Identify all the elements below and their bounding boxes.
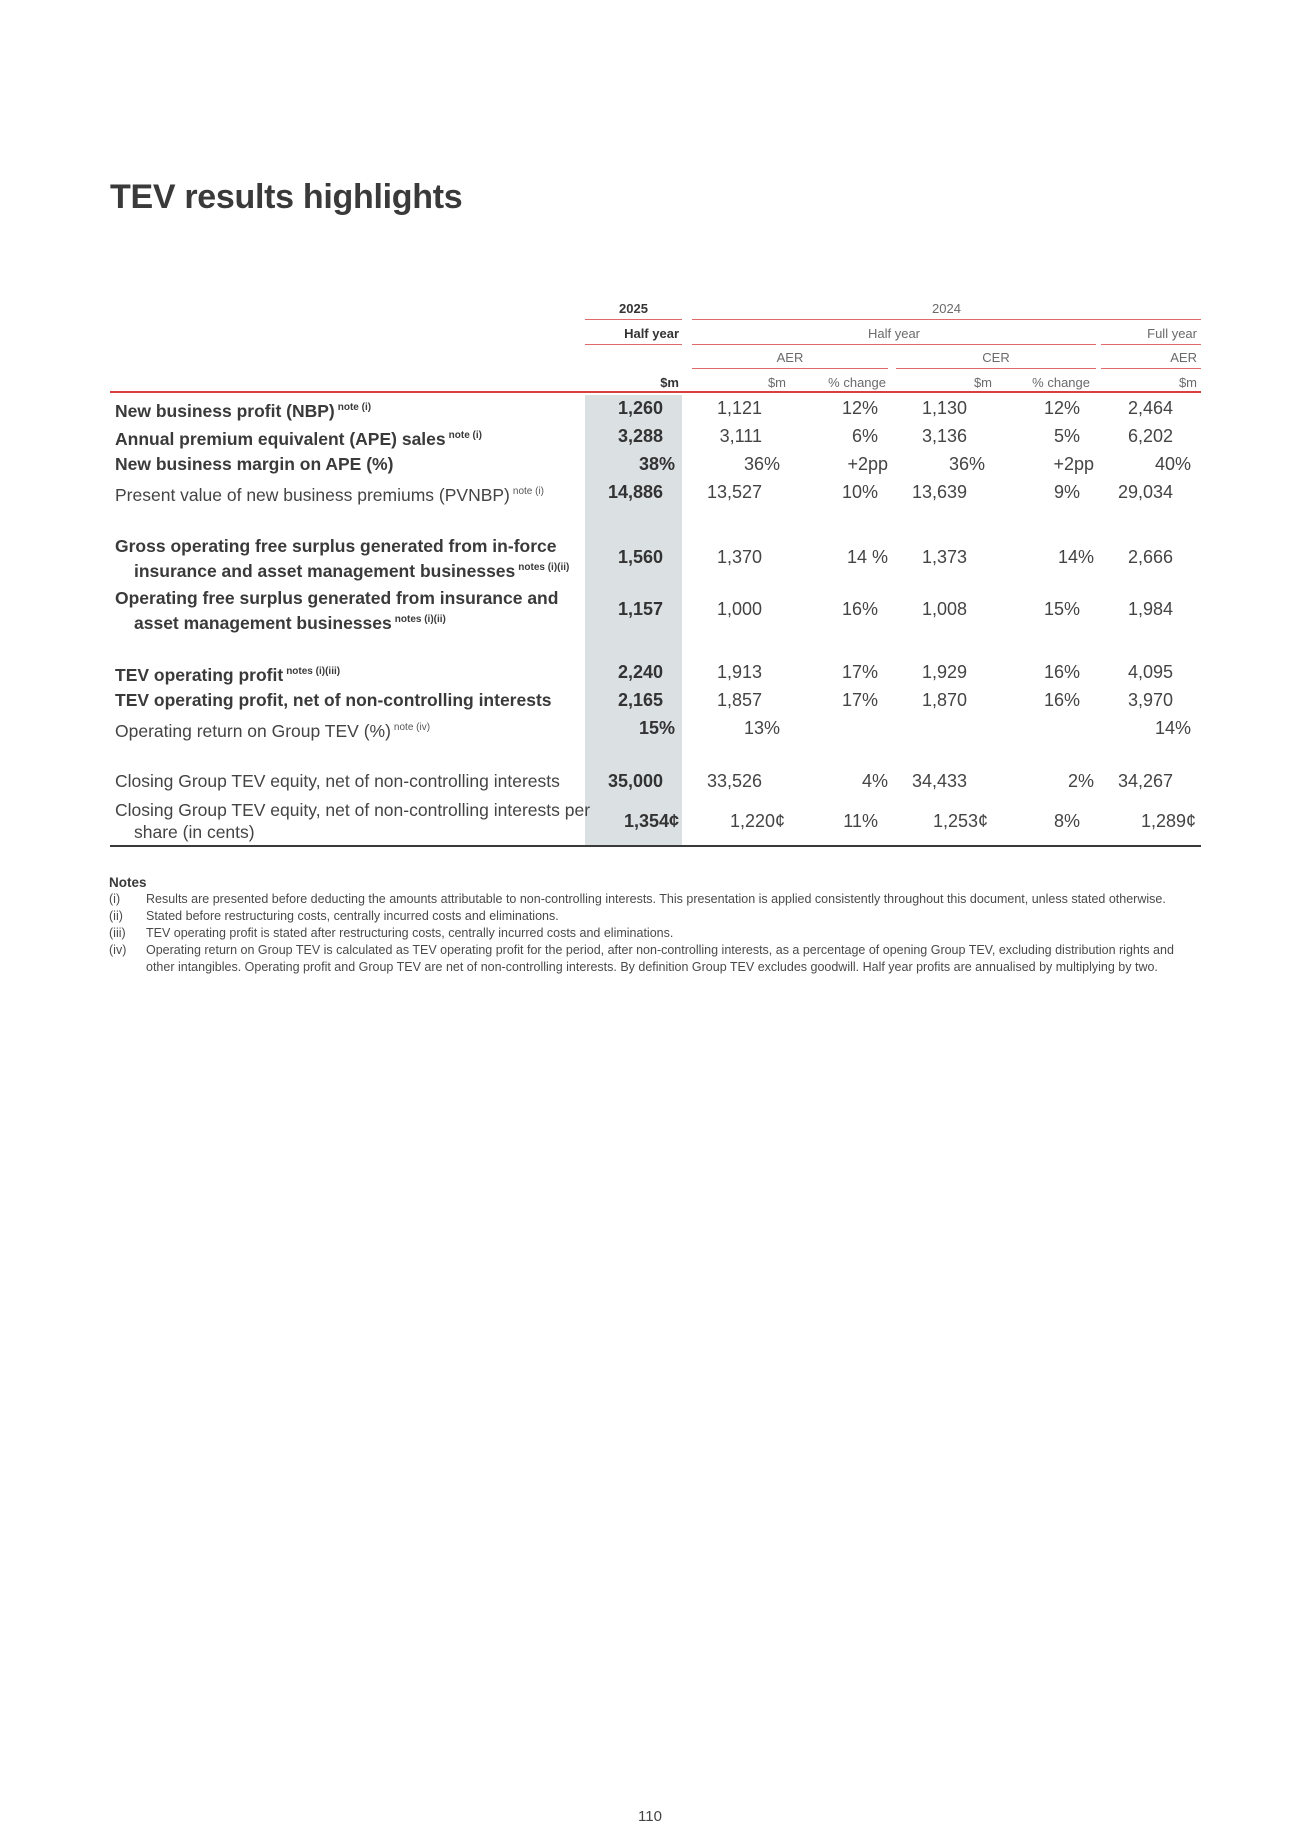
value-cer-change: 16% — [1043, 690, 1080, 710]
note-text: Results are presented before deducting the amounts attributable to non-controlling interests. This presentation is applied consistently throughout this document, unless stated otherwise. — [146, 892, 1166, 906]
footnote-ref: notes (i)(iii) — [286, 666, 341, 677]
value-cer: 1,008 — [921, 599, 967, 619]
footnote-ref: note (i) — [448, 430, 482, 441]
note-item — [109, 925, 1199, 942]
value-aer-change: +2pp — [847, 454, 888, 474]
value-aer-change: 17% — [841, 662, 878, 682]
value-aer: 1,121 — [716, 398, 762, 418]
value-full-year: 4,095 — [1127, 662, 1173, 682]
value-cer-change: 15% — [1043, 599, 1080, 619]
notes-title: Notes — [109, 875, 147, 890]
header-rule — [896, 368, 1096, 369]
value-cer-change: +2pp — [1053, 454, 1094, 474]
value-cer: 1,253¢ — [932, 811, 988, 831]
value-aer-change: 14 % — [846, 547, 888, 567]
row-label: New business profit (NBP) $^{note (i)}$ — [115, 401, 372, 421]
row-label: Closing Group TEV equity, net of non-controlling interests per share (in cents) — [115, 800, 591, 842]
notes-section — [109, 874, 1199, 976]
table-bottom-rule — [110, 845, 1201, 847]
value-full-year: 1,984 — [1127, 599, 1173, 619]
page-number: 110 — [638, 1808, 662, 1825]
value-cer-change: 9% — [1053, 482, 1080, 502]
value-cer: 1,929 — [921, 662, 967, 682]
value-full-year: 29,034 — [1117, 482, 1173, 502]
value-full-year: 14% — [1154, 718, 1191, 738]
value-cer-change: 2% — [1067, 771, 1094, 791]
row-label: Operating return on Group TEV (%) $^{note (iv)}$ — [115, 721, 431, 741]
value-cer: 13,639 — [911, 482, 967, 502]
value-aer: 13,527 — [706, 482, 762, 502]
row-label: Annual premium equivalent (APE) sales $^{note (i)}$ — [115, 429, 482, 449]
row-label: TEV operating profit, net of non-controlling interests — [115, 690, 552, 710]
note-number: (ii) — [109, 909, 123, 923]
value-aer: 3,111 — [719, 426, 762, 446]
note-text: Stated before restructuring costs, centrally incurred costs and eliminations. — [146, 909, 559, 923]
header-year-2024: 2024 — [932, 301, 961, 316]
column-header: $m — [973, 375, 992, 390]
value-aer-change: 6% — [851, 426, 878, 446]
value-aer: 1,857 — [716, 690, 762, 710]
value-2025-half-year: 15% — [638, 718, 675, 738]
value-aer-change: 17% — [841, 690, 878, 710]
note-item — [109, 942, 1199, 976]
column-header: $m — [660, 375, 679, 390]
header-year-2025: 2025 — [619, 301, 648, 316]
row-label: New business margin on APE (%) — [115, 454, 394, 474]
value-2025-half-year: 35,000 — [607, 771, 663, 791]
value-2025-half-year: 3,288 — [617, 426, 663, 446]
header-rule — [1101, 368, 1201, 369]
value-aer-change: 10% — [841, 482, 878, 502]
column-header: % change — [828, 375, 886, 390]
footnote-ref: note (i) — [337, 402, 372, 413]
note-text: TEV operating profit is stated after restructuring costs, centrally incurred costs and eliminations. — [146, 926, 674, 940]
note-number: (iv) — [109, 943, 127, 957]
note-text: Operating return on Group TEV is calculated as TEV operating profit for the period, after non-controlling interests, as a percentage of opening Group TEV, excluding distribution rights and other intangibles. Operating profit and Group TEV are net of non-controlling interests. By definition Group TEV excludes goodwill. Half year profits are annualised by multiplying by two. — [146, 943, 1174, 974]
header-half-year-2025: Half year — [624, 326, 679, 341]
value-cer-change: 12% — [1043, 398, 1080, 418]
row-label: Present value of new business premiums (PVNBP) $^{note (i)}$ — [115, 485, 545, 505]
value-cer: 3,136 — [921, 426, 967, 446]
column-header: $m — [1178, 375, 1197, 390]
header-rule — [585, 344, 682, 345]
column-header: $m — [767, 375, 786, 390]
header-half-year-2024: Half year — [867, 326, 921, 341]
note-item — [109, 908, 1199, 925]
value-2025-half-year: 1,354¢ — [623, 811, 679, 831]
value-2025-half-year: 38% — [638, 454, 675, 474]
value-cer: 1,130 — [921, 398, 967, 418]
value-2025-half-year: 1,157 — [617, 599, 663, 619]
value-aer: 33,526 — [706, 771, 762, 791]
footnote-ref: notes (i)(ii) — [394, 614, 446, 625]
value-cer: 1,870 — [921, 690, 967, 710]
value-full-year: 6,202 — [1127, 426, 1173, 446]
value-cer: 34,433 — [911, 771, 967, 791]
value-full-year: 2,666 — [1127, 547, 1173, 567]
page-title: TEV results highlights — [110, 178, 463, 216]
value-full-year: 1,289¢ — [1140, 811, 1196, 831]
value-2025-half-year: 1,560 — [617, 547, 663, 567]
row-label: Operating free surplus generated from insurance and asset management businesses $^{notes (i)(ii)}$ — [115, 588, 559, 633]
header-aer: AER — [776, 350, 804, 365]
header-divider — [110, 391, 1201, 393]
row-label: Closing Group TEV equity, net of non-controlling interests — [115, 771, 560, 791]
header-rule — [692, 344, 1096, 345]
value-cer-change: 5% — [1053, 426, 1080, 446]
value-aer-change: 12% — [841, 398, 878, 418]
column-header: % change — [1032, 375, 1090, 390]
value-full-year: 40% — [1154, 454, 1191, 474]
value-cer: 36% — [948, 454, 985, 474]
value-aer: 1,913 — [716, 662, 762, 682]
header-cer: CER — [982, 350, 1010, 365]
footnote-ref: note (iv) — [393, 722, 431, 733]
note-item — [109, 891, 1199, 908]
value-aer-change: 4% — [861, 771, 888, 791]
value-aer-change: 11% — [843, 811, 878, 831]
row-label: TEV operating profit $^{notes (i)(iii)}$ — [115, 665, 341, 685]
value-aer: 1,220¢ — [729, 811, 785, 831]
value-cer-change: 14% — [1057, 547, 1094, 567]
header-rule — [692, 368, 888, 369]
value-aer: 36% — [743, 454, 780, 474]
footnote-ref: notes (i)(ii) — [518, 562, 570, 573]
value-aer: 1,370 — [716, 547, 762, 567]
value-2025-half-year: 14,886 — [607, 482, 663, 502]
note-number: (iii) — [109, 926, 126, 940]
value-2025-half-year: 2,165 — [617, 690, 663, 710]
header-full-year-2024: Full year — [1147, 326, 1197, 341]
header-rule — [585, 319, 682, 320]
value-full-year: 34,267 — [1117, 771, 1173, 791]
value-full-year: 2,464 — [1127, 398, 1173, 418]
value-aer: 1,000 — [716, 599, 762, 619]
value-full-year: 3,970 — [1127, 690, 1173, 710]
value-2025-half-year: 2,240 — [617, 662, 663, 682]
row-label: Gross operating free surplus generated from in-force insurance and asset management businesses $^{notes (i)(ii)}$ — [115, 536, 570, 581]
header-aer-full-year: AER — [1170, 350, 1197, 365]
value-cer-change: 8% — [1053, 811, 1080, 831]
value-aer-change: 16% — [841, 599, 878, 619]
note-number: (i) — [109, 892, 121, 906]
value-cer: 1,373 — [921, 547, 967, 567]
footnote-ref: note (i) — [512, 486, 545, 497]
value-cer-change: 16% — [1043, 662, 1080, 682]
header-rule — [1101, 344, 1201, 345]
header-rule — [692, 319, 1201, 320]
value-aer: 13% — [743, 718, 780, 738]
value-2025-half-year: 1,260 — [617, 398, 663, 418]
